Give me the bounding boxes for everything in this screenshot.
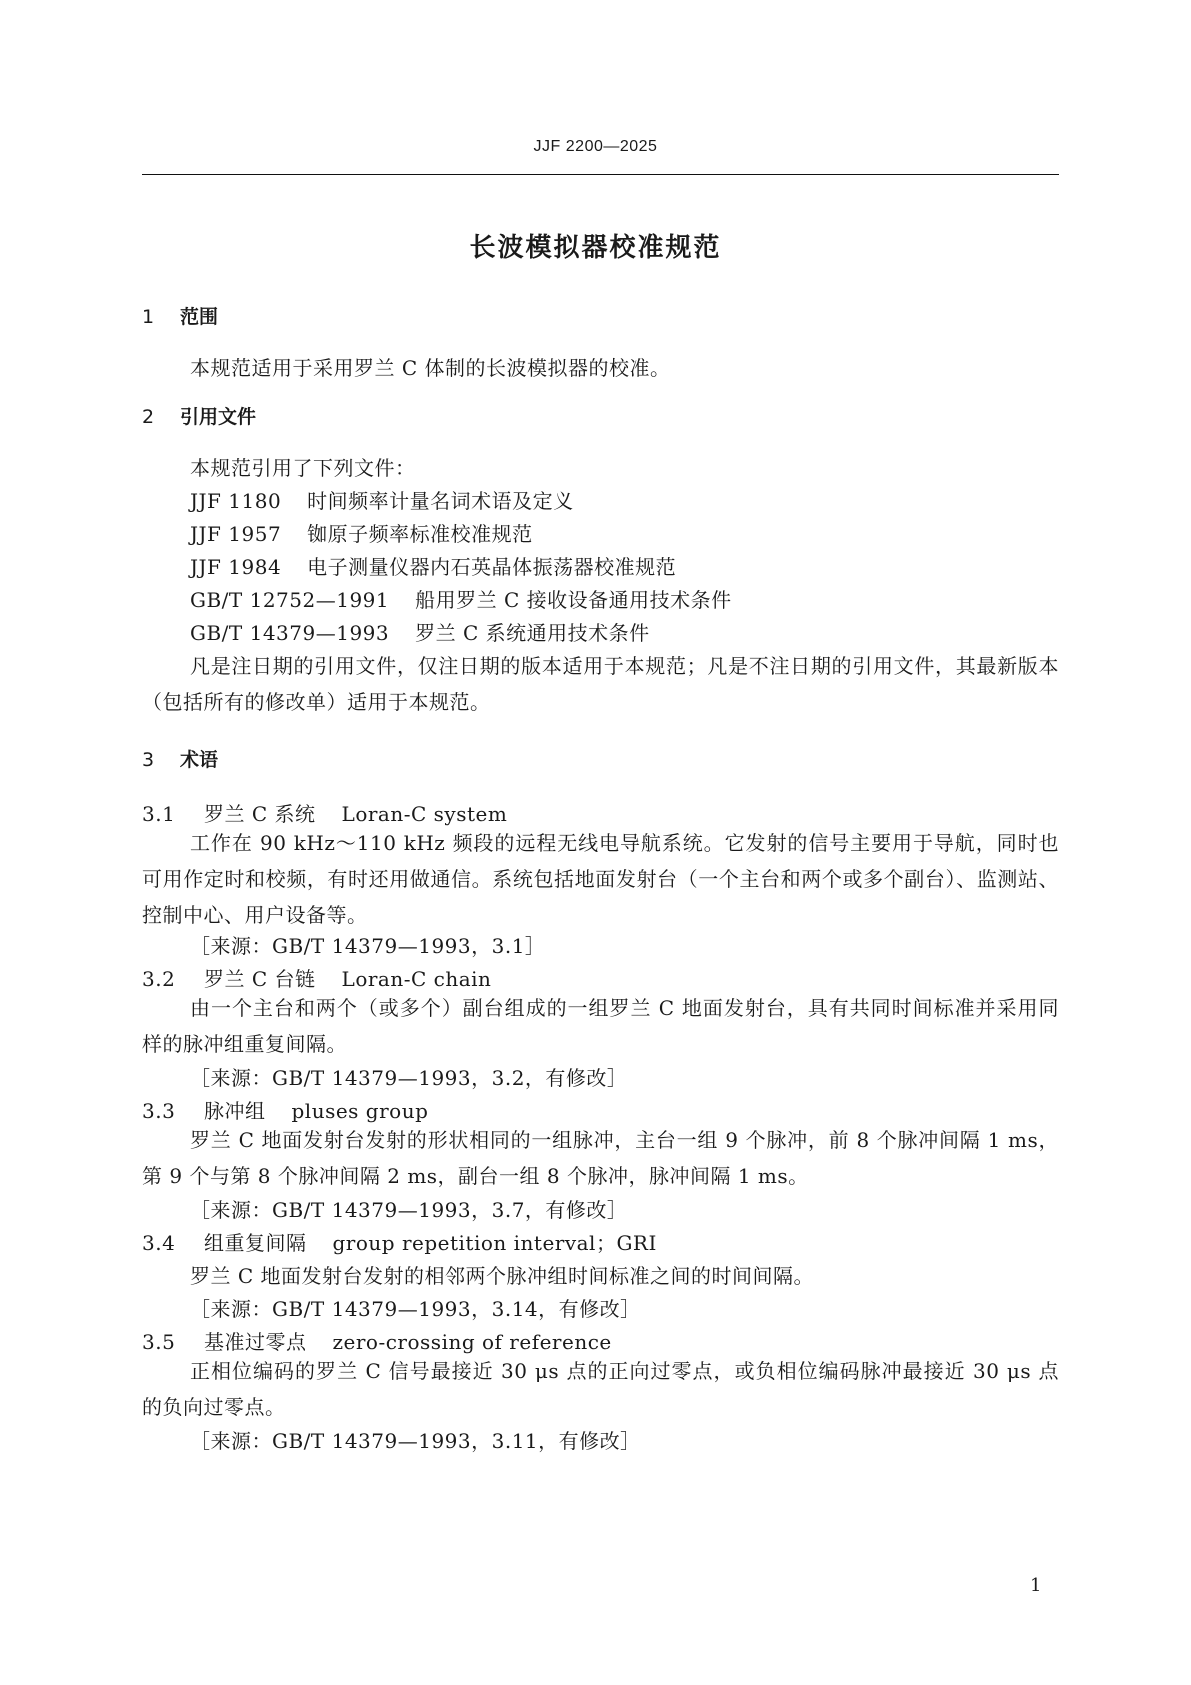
term-zh: 罗兰 C 系统 <box>204 802 316 826</box>
section-number: 3 <box>142 749 155 771</box>
reference-code: GB/T 14379—1993 <box>190 621 390 645</box>
term-definition: 正相位编码的罗兰 C 信号最接近 30 μs 点的正向过零点，或负相位编码脉冲最接近 30 μs 点的负向过零点。 <box>142 1359 1059 1419</box>
term-definition: 罗兰 C 地面发射台发射的形状相同的一组脉冲，主台一组 9 个脉冲，前 8 个脉冲间隔 1 ms，第 9 个与第 8 个脉冲间隔 2 ms，副台一组 8 个脉冲，脉冲间隔 1 ms。 <box>142 1128 1059 1188</box>
term-heading <box>142 963 491 992</box>
term-zh: 罗兰 C 台链 <box>204 967 316 991</box>
term-source: ［来源：GB/T 14379—1993，3.2，有修改］ <box>190 1066 628 1090</box>
term-definition: 罗兰 C 地面发射台发射的相邻两个脉冲组时间标准之间的时间间隔。 <box>190 1264 815 1288</box>
section-title: 术语 <box>180 749 219 771</box>
section-number: 2 <box>142 406 155 428</box>
term-zh: 组重复间隔 <box>204 1231 307 1255</box>
reference-title: 船用罗兰 C 接收设备通用技术条件 <box>415 588 732 612</box>
section-title: 范围 <box>180 306 219 328</box>
term-definition: 工作在 90 kHz～110 kHz 频段的远程无线电导航系统。它发射的信号主要用于导航，同时也可用作定时和校频，有时还用做通信。系统包括地面发射台（一个主台和两个或多个副台）、监测站、控制中心、用户设备等。 <box>142 831 1059 927</box>
term-en: group repetition interval；GRI <box>332 1231 657 1255</box>
reference-item <box>190 617 650 646</box>
term-number: 3.1 <box>142 802 176 826</box>
section-3-heading <box>142 745 218 772</box>
term-number: 3.5 <box>142 1330 176 1354</box>
reference-code: GB/T 12752—1991 <box>190 588 390 612</box>
reference-title: 时间频率计量名词术语及定义 <box>307 489 574 513</box>
term-source: ［来源：GB/T 14379—1993，3.11，有修改］ <box>190 1429 641 1453</box>
term-source: ［来源：GB/T 14379—1993，3.7，有修改］ <box>190 1198 628 1222</box>
term-number: 3.4 <box>142 1231 176 1255</box>
standard-code: JJF 2200—2025 <box>533 138 658 155</box>
references-closing: 凡是注日期的引用文件，仅注日期的版本适用于本规范；凡是不注日期的引用文件，其最新版本（包括所有的修改单）适用于本规范。 <box>142 654 1059 714</box>
term-number: 3.3 <box>142 1099 176 1123</box>
reference-item <box>190 551 676 580</box>
reference-title: 罗兰 C 系统通用技术条件 <box>415 621 650 645</box>
section-1-text: 本规范适用于采用罗兰 C 体制的长波模拟器的校准。 <box>190 356 671 380</box>
term-en: pluses group <box>291 1099 429 1123</box>
section-2-heading <box>142 402 256 429</box>
term-number: 3.2 <box>142 967 176 991</box>
reference-code: JJF 1180 <box>190 489 282 513</box>
reference-item <box>190 584 732 613</box>
term-source: ［来源：GB/T 14379—1993，3.1］ <box>190 934 546 958</box>
term-zh: 基准过零点 <box>204 1330 307 1354</box>
reference-code: JJF 1984 <box>190 555 282 579</box>
term-en: Loran-C system <box>341 802 508 826</box>
term-source: ［来源：GB/T 14379—1993，3.14，有修改］ <box>190 1297 641 1321</box>
reference-title: 铷原子频率标准校准规范 <box>307 522 533 546</box>
term-definition: 由一个主台和两个（或多个）副台组成的一组罗兰 C 地面发射台，具有共同时间标准并采用同样的脉冲组重复间隔。 <box>142 996 1059 1056</box>
reference-item <box>190 485 574 514</box>
section-number: 1 <box>142 306 155 328</box>
term-zh: 脉冲组 <box>204 1099 266 1123</box>
term-en: zero-crossing of reference <box>332 1330 612 1354</box>
header-divider <box>142 174 1059 175</box>
reference-title: 电子测量仪器内石英晶体振荡器校准规范 <box>307 555 677 579</box>
document-title: 长波模拟器校准规范 <box>469 233 722 263</box>
references-intro: 本规范引用了下列文件： <box>190 456 416 480</box>
term-heading <box>142 1095 428 1124</box>
term-heading <box>142 1326 612 1355</box>
reference-item <box>190 518 533 547</box>
term-heading <box>142 798 507 827</box>
term-heading <box>142 1227 657 1256</box>
section-1-heading <box>142 302 218 329</box>
reference-code: JJF 1957 <box>190 522 282 546</box>
page-number: 1 <box>1030 1575 1042 1596</box>
section-title: 引用文件 <box>180 406 257 428</box>
term-en: Loran-C chain <box>341 967 492 991</box>
